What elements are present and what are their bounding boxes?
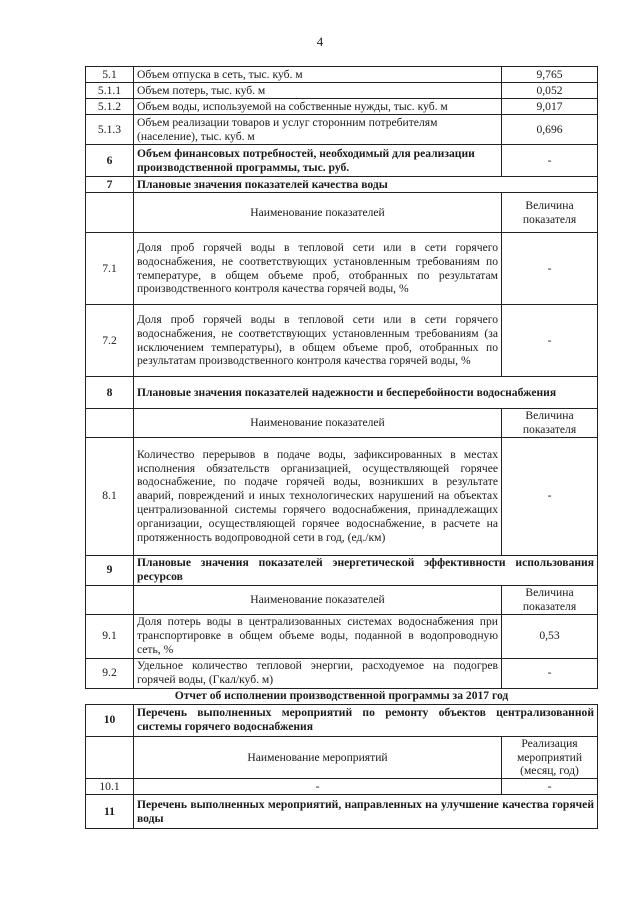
section-title: Плановые значения показателей энергетической эффективности использования ресурсов [134,555,598,585]
row-value: 9,765 [502,67,598,83]
section-title: Перечень выполненных мероприятий по ремонту объектов централизованной системы горячего водоснабжения [134,704,598,736]
section-number: 6 [86,145,134,177]
row-value: 0,696 [502,115,598,145]
column-header-value: Величина показателя [502,585,598,614]
row-value: - [502,437,598,555]
column-header-value: Реализация мероприятий (месяц, год) [502,736,598,779]
row-value: - [502,305,598,377]
row-text: - [134,779,502,795]
header-row [86,193,598,233]
row-text: Доля проб горячей воды в тепловой сети или в сети горячего водоснабжения, не соответствующих установленным требованиям (за исключением температуры), в общем объеме проб, отобранных по результатам производственного контроля качества горячей воды, % [134,305,502,377]
row-number: 7.1 [86,233,134,305]
table-row [86,305,598,377]
row-text: Количество перерывов в подаче воды, зафиксированных в местах исполнения обязательств организацией, осуществляющей горячее водоснабжение, по подаче горячей воды, возникших в результате аварий, повреждений и иных технологических нарушений на объектах централизованной системы горячего водоснабжения, принадлежащих организации, осуществляющей горячее водоснабжение, в расчете на протяженность водопроводной сети в год, (ед./км) [134,437,502,555]
section-title: Плановые значения показателей качества воды [134,177,598,193]
row-text: Объем воды, используемой на собственные нужды, тыс. куб. м [134,99,502,115]
table-row [86,233,598,305]
section-number: 10 [86,704,134,736]
section-title: Объем финансовых потребностей, необходимый для реализации производственной программы, тыс. руб. [134,145,502,177]
table-row [86,115,598,145]
column-header-name: Наименование показателей [134,193,502,233]
row-number: 5.1.1 [86,83,134,99]
row-value: 0,052 [502,83,598,99]
header-row [86,409,598,438]
table-row [86,614,598,658]
table-row [86,67,598,83]
row-number: 7.2 [86,305,134,377]
section-number: 8 [86,377,134,409]
row-number: 9.2 [86,658,134,688]
row-number: 8.1 [86,437,134,555]
row-value: 0,53 [502,614,598,658]
row-number: 10.1 [86,779,134,795]
column-header-name: Наименование показателей [134,409,502,438]
column-header-value: Величина показателя [502,193,598,233]
header-row [86,736,598,779]
row-number: 5.1.2 [86,99,134,115]
table-row [86,83,598,99]
row-number: 5.1 [86,67,134,83]
section-row [86,177,598,193]
row-number: 5.1.3 [86,115,134,145]
row-value: - [502,145,598,177]
table-row [86,437,598,555]
report-title-row [86,688,598,704]
section-row [86,795,598,829]
section-row [86,145,598,177]
section-number: 11 [86,795,134,829]
section-row [86,555,598,585]
row-value: 9,017 [502,99,598,115]
row-text: Удельное количество тепловой энергии, расходуемое на подогрев горячей воды, (Гкал/куб. м) [134,658,502,688]
row-text: Объем реализации товаров и услуг сторонним потребителям (население), тыс. куб. м [134,115,502,145]
column-header-name: Наименование показателей [134,585,502,614]
row-text: Доля потерь воды в централизованных системах водоснабжения при транспортировке в общем объеме воды, поданной в водопроводную сеть, % [134,614,502,658]
section-title: Перечень выполненных мероприятий, направленных на улучшение качества горячей воды [134,795,598,829]
production-program-table [85,66,598,829]
column-header-value: Величина показателя [502,409,598,438]
section-row [86,377,598,409]
row-text: Объем потерь, тыс. куб. м [134,83,502,99]
report-title: Отчет об исполнении производственной программы за 2017 год [86,688,598,704]
table-row [86,658,598,688]
header-row [86,585,598,614]
row-text: Объем отпуска в сеть, тыс. куб. м [134,67,502,83]
section-title: Плановые значения показателей надежности и бесперебойности водоснабжения [134,377,598,409]
row-value: - [502,658,598,688]
table-row [86,779,598,795]
row-number: 9.1 [86,614,134,658]
section-number: 7 [86,177,134,193]
row-text: Доля проб горячей воды в тепловой сети или в сети горячего водоснабжения, не соответствующих установленным требованиям по температуре, в общем объеме проб, отобранных по результатам производственного контроля качества горячей воды, % [134,233,502,305]
row-value: - [502,233,598,305]
column-header-name: Наименование мероприятий [134,736,502,779]
page-number: 4 [316,34,324,49]
table-row [86,99,598,115]
section-row [86,704,598,736]
row-value: - [502,779,598,795]
section-number: 9 [86,555,134,585]
